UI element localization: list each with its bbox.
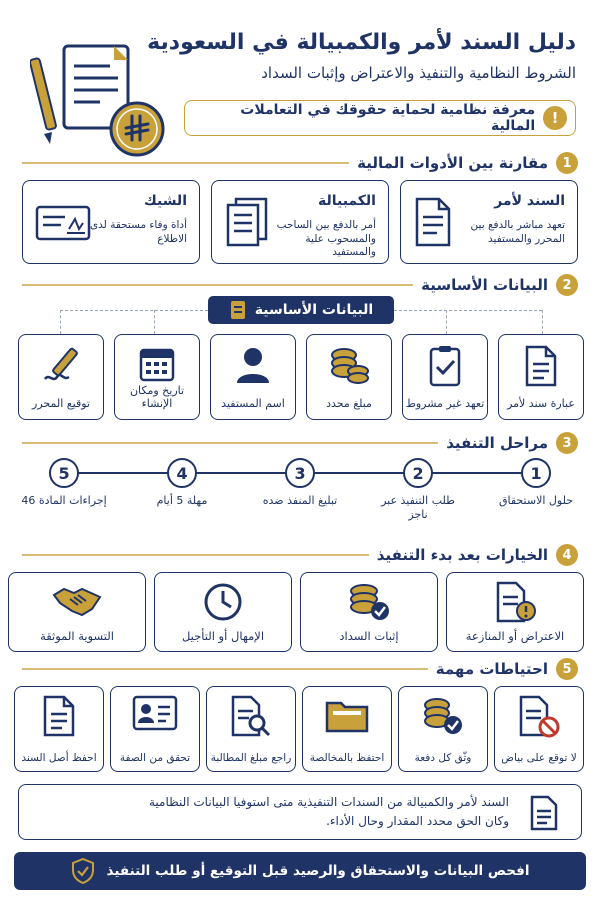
basic-data-item xyxy=(210,334,296,420)
id-card-icon xyxy=(132,695,178,731)
step-label: إجراءات المادة 46 xyxy=(21,494,107,507)
section-divider xyxy=(22,442,438,444)
person-icon xyxy=(235,345,271,385)
execution-step xyxy=(488,458,584,508)
clock-icon xyxy=(202,581,244,623)
document-icon xyxy=(529,795,559,831)
execution-step xyxy=(252,458,348,508)
basic-data-label: مبلغ محدد xyxy=(326,397,372,411)
basic-data-item xyxy=(114,334,200,420)
section-header-comparison xyxy=(22,150,578,176)
coins-check-icon xyxy=(346,581,392,623)
comparison-desc: تعهد مباشر بالدفع بين المحرر والمستفيد xyxy=(470,219,565,245)
step-label: حلول الاستحقاق xyxy=(498,494,574,507)
option-card xyxy=(154,572,292,652)
document-search-icon xyxy=(229,695,273,737)
basic-data-item xyxy=(498,334,584,420)
basic-data-label: تاريخ ومكان الإنشاء xyxy=(129,383,185,411)
comparison-desc: أداة وفاء مستحقة لدى الاطلاع xyxy=(89,219,187,245)
option-card xyxy=(446,572,584,652)
execution-step xyxy=(134,458,230,508)
step-number: 2 xyxy=(403,458,433,488)
section-number: 4 xyxy=(556,544,578,566)
section-number: 5 xyxy=(556,658,578,680)
document-warning-icon xyxy=(492,581,538,623)
precaution-label: وثّق كل دفعة xyxy=(414,751,472,764)
precaution-label: احفظ أصل السند xyxy=(21,751,97,764)
option-label: الإمهال أو التأجيل xyxy=(181,628,265,643)
comparison-title: الكمبيالة xyxy=(317,193,376,209)
option-label: التسوية الموثقة xyxy=(40,628,114,643)
pen-signature-icon xyxy=(41,345,81,385)
section-title: البيانات الأساسية xyxy=(421,276,548,294)
comparison-card-bill-of-exchange xyxy=(211,180,389,264)
document-icon xyxy=(524,345,558,387)
section-divider xyxy=(22,162,349,164)
step-number: 1 xyxy=(521,458,551,488)
header-note-text: معرفة نظامية لحماية حقوقك في التعاملات المالية xyxy=(240,102,536,134)
handshake-icon xyxy=(52,581,102,621)
precaution-card xyxy=(14,686,104,772)
option-label: إثبات السداد xyxy=(339,628,399,643)
document-icon xyxy=(229,300,247,320)
execution-step xyxy=(16,458,112,508)
comparison-title: الشيك xyxy=(143,193,187,209)
exclamation-icon: ! xyxy=(543,106,567,130)
section-number: 2 xyxy=(556,274,578,296)
precaution-card xyxy=(494,686,584,772)
connector-line xyxy=(394,310,542,311)
footer-text: افحص البيانات والاستحقاق والرصيد قبل التوقيع أو طلب التنفيذ xyxy=(106,863,530,879)
document-prohibited-icon xyxy=(517,695,561,739)
section-divider xyxy=(22,554,369,556)
connector-line xyxy=(60,310,208,311)
summary-text xyxy=(39,793,509,831)
step-number: 4 xyxy=(167,458,197,488)
basic-data-heading xyxy=(208,296,394,324)
precaution-label: راجع مبلغ المطالبة xyxy=(210,751,292,764)
precaution-label: لا توقع على بياض xyxy=(501,751,577,764)
section-title: مراحل التنفيذ xyxy=(446,434,548,452)
page-title: دليل السند لأمر والكمبيالة في السعودية xyxy=(147,30,576,55)
precaution-label: تحقق من الصفة xyxy=(119,751,191,764)
section-title: احتياطات مهمة xyxy=(435,660,548,678)
header-note xyxy=(184,100,576,136)
comparison-card-promissory-note xyxy=(400,180,578,264)
basic-data-item xyxy=(306,334,392,420)
summary-box xyxy=(18,784,582,840)
header xyxy=(0,14,600,144)
section-number: 3 xyxy=(556,432,578,454)
summary-line: السند لأمر والكمبيالة من السندات التنفيذية متى استوفيا البيانات النظامية xyxy=(148,795,509,809)
step-number: 5 xyxy=(49,458,79,488)
cheque-icon xyxy=(35,203,91,243)
section-divider xyxy=(22,284,413,286)
checklist-icon xyxy=(428,345,462,387)
comparison-card-cheque xyxy=(22,180,200,264)
basic-data-item xyxy=(402,334,488,420)
basic-data-heading-text: البيانات الأساسية xyxy=(254,302,374,318)
basic-data-item xyxy=(18,334,104,420)
coins-check-icon xyxy=(421,695,465,737)
section-title: مقارنة بين الأدوات المالية xyxy=(357,154,548,172)
connector-line xyxy=(446,310,447,334)
precaution-card xyxy=(398,686,488,772)
step-label: طلب التنفيذ عبر ناجز xyxy=(381,494,455,522)
basic-data-label: عبارة سند لأمر xyxy=(507,397,575,411)
option-card xyxy=(300,572,438,652)
connector-line xyxy=(154,310,155,334)
basic-data-label: تعهد غير مشروط xyxy=(405,397,485,411)
basic-data-label: توقيع المحرر xyxy=(32,397,90,411)
calendar-icon xyxy=(139,345,175,383)
summary-line: وكان الحق محدد المقدار وحال الأداء. xyxy=(326,814,509,829)
execution-step xyxy=(370,458,466,523)
shield-check-icon xyxy=(71,858,95,884)
precaution-card xyxy=(206,686,296,772)
option-label: الاعتراض أو المنازعة xyxy=(465,628,565,643)
precaution-card xyxy=(302,686,392,772)
step-label: مهلة 5 أيام xyxy=(156,494,208,507)
step-label: تبليغ المنفذ ضده xyxy=(262,494,338,507)
section-header-options xyxy=(22,542,578,568)
coins-icon xyxy=(328,345,370,385)
footer-banner xyxy=(14,852,586,890)
basic-data-label: اسم المستفيد xyxy=(221,397,285,411)
stacked-documents-icon xyxy=(224,197,270,247)
section-header-basic-data xyxy=(22,272,578,298)
section-divider xyxy=(22,668,428,670)
step-number: 3 xyxy=(285,458,315,488)
document-icon xyxy=(413,197,453,247)
comparison-desc: أمر بالدفع بين الساحب والمسحوب علية والمستفيد xyxy=(276,219,376,259)
page-subtitle: الشروط النظامية والتنفيذ والاعتراض وإثبات السداد xyxy=(261,64,576,82)
section-number: 1 xyxy=(556,152,578,174)
comparison-title: السند لأمر xyxy=(494,193,565,209)
section-header-precautions xyxy=(22,656,578,682)
connector-line xyxy=(60,310,61,334)
precaution-label: احتفظ بالمخالصة xyxy=(309,751,385,764)
option-card xyxy=(8,572,146,652)
section-header-execution-stages xyxy=(22,430,578,456)
precaution-card xyxy=(110,686,200,772)
folder-icon xyxy=(325,695,369,735)
document-icon xyxy=(42,695,76,737)
connector-line xyxy=(542,310,543,334)
section-title: الخيارات بعد بدء التنفيذ xyxy=(376,546,548,564)
